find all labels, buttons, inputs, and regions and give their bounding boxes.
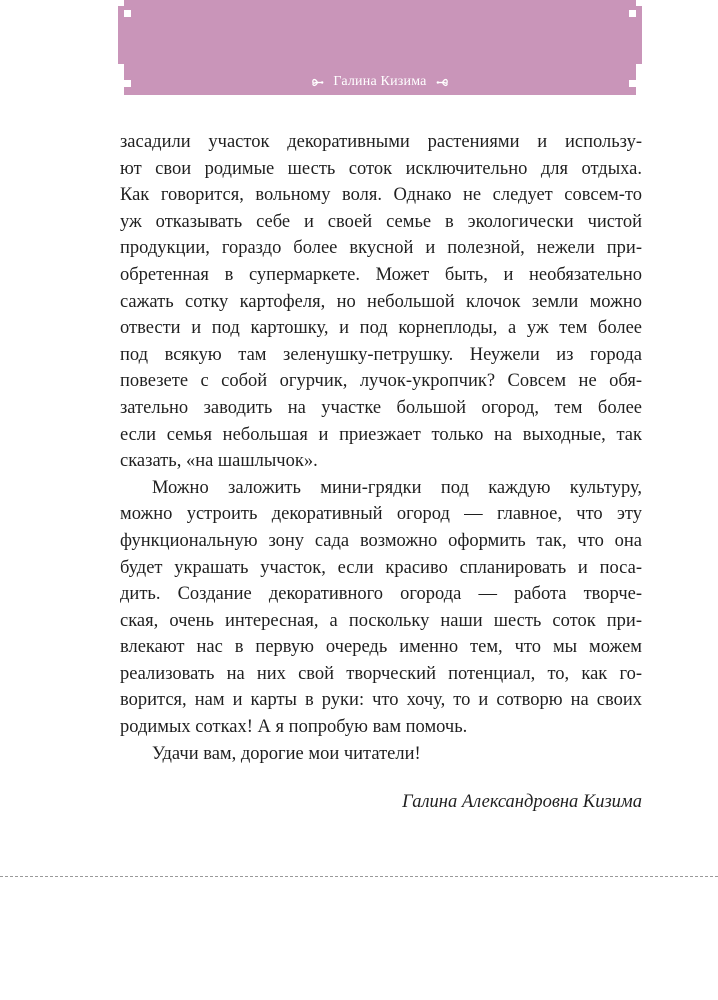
paragraph-1 xyxy=(120,129,642,475)
text-line: можно устроить декоративный огород — главное, что эту xyxy=(120,504,642,525)
text-line: отвести и под картошку, и под корнеплоды, а уж тем более xyxy=(120,318,642,339)
running-header xyxy=(118,72,642,92)
author-signature: Галина Александровна Кизима xyxy=(402,792,642,812)
text-line: ют свои родимые шесть соток исключительно для отдыха. xyxy=(120,158,642,179)
text-line: под всякую там зеленушку-петрушку. Неужели из города xyxy=(120,344,642,365)
header-author-name: Галина Кизима xyxy=(333,74,427,89)
paragraph-3 xyxy=(120,741,642,768)
banner-pixel xyxy=(636,0,642,6)
banner-pixel xyxy=(629,10,636,17)
text-line: если семья небольшая и приезжает только на выходные, так xyxy=(120,424,642,445)
text-line: влекают нас в первую очередь именно тем, что мы можем xyxy=(120,637,642,658)
text-line: сказать, «на шашлычок». xyxy=(120,451,318,472)
text-line: Можно заложить мини-грядки под каждую культуру, xyxy=(152,477,642,498)
text-line: будет украшать участок, если красиво спланировать и поса- xyxy=(120,557,642,578)
banner-pixel xyxy=(124,10,131,17)
text-line: родимых сотках! А я попробую вам помочь. xyxy=(120,717,468,738)
text-line: ская, очень интересная, а поскольку наши шесть соток при- xyxy=(120,610,642,631)
text-line: зательно заводить на участке большой огород, тем более xyxy=(120,397,642,418)
right-ornament-icon xyxy=(435,75,450,90)
text-line: обретенная в супермаркете. Может быть, и необязательно xyxy=(120,264,642,285)
text-line: Удачи вам, дорогие мои читатели! xyxy=(152,743,421,764)
dashed-divider xyxy=(0,876,718,877)
text-line: ворится, нам и карты в руки: что хочу, то и сотворю на своих xyxy=(120,690,642,711)
text-line: сажать сотку картофеля, но небольшой клочок земли можно xyxy=(120,291,642,312)
text-line: реализовать на них свой творческий потенциал, то, как го- xyxy=(120,663,642,684)
header-banner xyxy=(118,0,642,95)
text-line: дить. Создание декоративного огорода — работа творче- xyxy=(120,584,642,605)
paragraph-2 xyxy=(120,475,642,741)
body-text xyxy=(120,129,642,767)
left-ornament-icon xyxy=(310,75,325,90)
text-line: уж отказывать себе и своей семье в экологически чистой xyxy=(120,211,642,232)
text-line: засадили участок декоративными растениями и использу- xyxy=(120,132,642,152)
text-line: функциональную зону сада возможно оформить так, что она xyxy=(120,530,642,551)
banner-pixel xyxy=(118,0,124,6)
text-line: Как говорится, вольному воля. Однако не следует совсем-то xyxy=(120,185,642,206)
text-line: повезете с собой огурчик, лучок-укропчик? Совсем не обя- xyxy=(120,371,642,392)
text-line: продукции, гораздо более вкусной и полезной, нежели при- xyxy=(120,238,642,259)
